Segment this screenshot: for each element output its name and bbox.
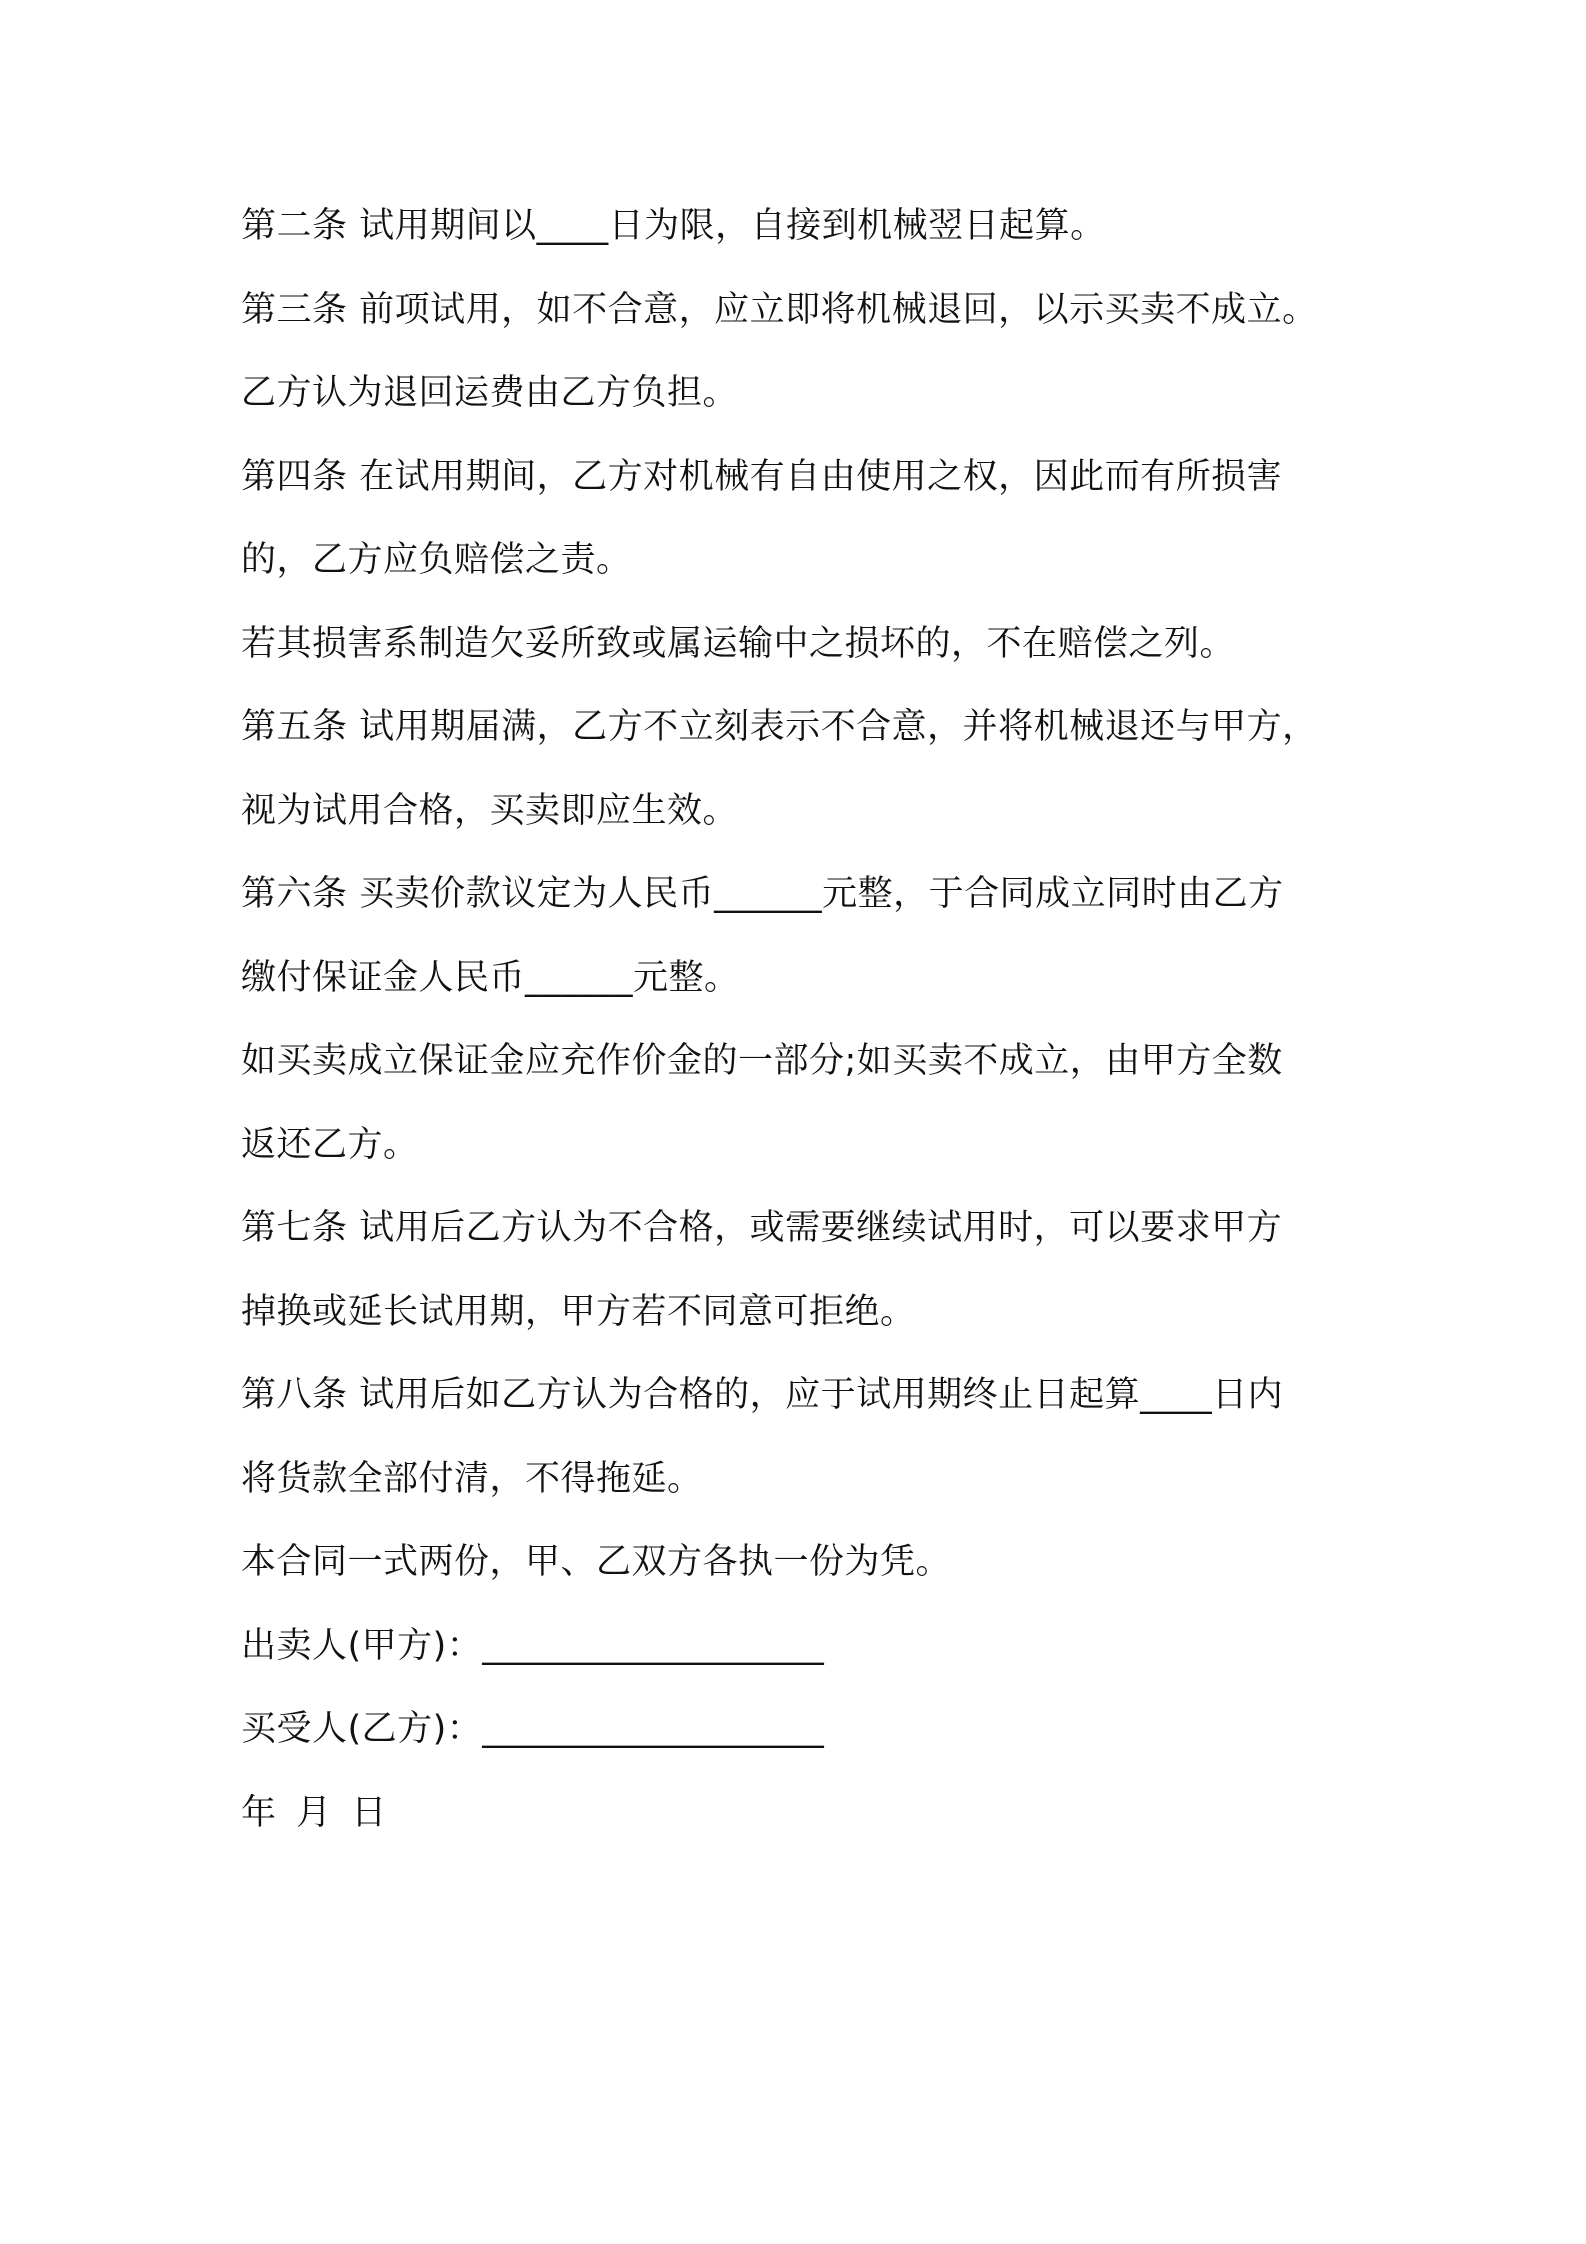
article-3-continuation: 乙方认为退回运费由乙方负担。 [241, 373, 739, 413]
article-8-line: 第八条 试用后如乙方认为合格的，应于试用期终止日起算____日内 [241, 1375, 1284, 1415]
article-4-continuation: 的，乙方应负赔偿之责。 [241, 540, 632, 580]
article-2-line: 第二条 试用期间以____日为限，自接到机械翌日起算。 [241, 206, 1106, 246]
article-8-continuation: 将货款全部付清，不得拖延。 [241, 1458, 703, 1499]
article-6-continuation: 缴付保证金人民币______元整。 [241, 957, 740, 998]
copies-clause: 本合同一式两份，甲、乙双方各执一份为凭。 [241, 1542, 952, 1582]
date-line: 年 月 日 [241, 1792, 387, 1833]
article-5-line: 第五条 试用期届满，乙方不立刻表示不合意，并将机械退还与甲方， [241, 707, 1318, 747]
article-6-line: 第六条 买卖价款议定为人民币______元整，于合同成立同时由乙方 [241, 874, 1284, 914]
article-7-continuation: 掉换或延长试用期，甲方若不同意可拒绝。 [241, 1291, 916, 1332]
seller-signature-line: 出卖人(甲方)：___________________ [241, 1625, 825, 1666]
article-6-deposit-clause: 如买卖成立保证金应充作价金的一部分;如买卖不成立，由甲方全数 [241, 1041, 1283, 1081]
article-4-exception: 若其损害系制造欠妥所致或属运输中之损坏的，不在赔偿之列。 [241, 623, 1236, 664]
article-3-line: 第三条 前项试用，如不合意，应立即将机械退回，以示买卖不成立。 [241, 289, 1318, 330]
buyer-signature-line: 买受人(乙方)：___________________ [241, 1709, 825, 1749]
article-5-continuation: 视为试用合格，买卖即应生效。 [241, 790, 739, 831]
article-7-line: 第七条 试用后乙方认为不合格，或需要继续试用时，可以要求甲方 [241, 1208, 1283, 1248]
article-6-deposit-continuation: 返还乙方。 [241, 1124, 419, 1165]
contract-body [241, 196, 1401, 1866]
article-4-line: 第四条 在试用期间，乙方对机械有自由使用之权，因此而有所损害 [241, 456, 1283, 497]
